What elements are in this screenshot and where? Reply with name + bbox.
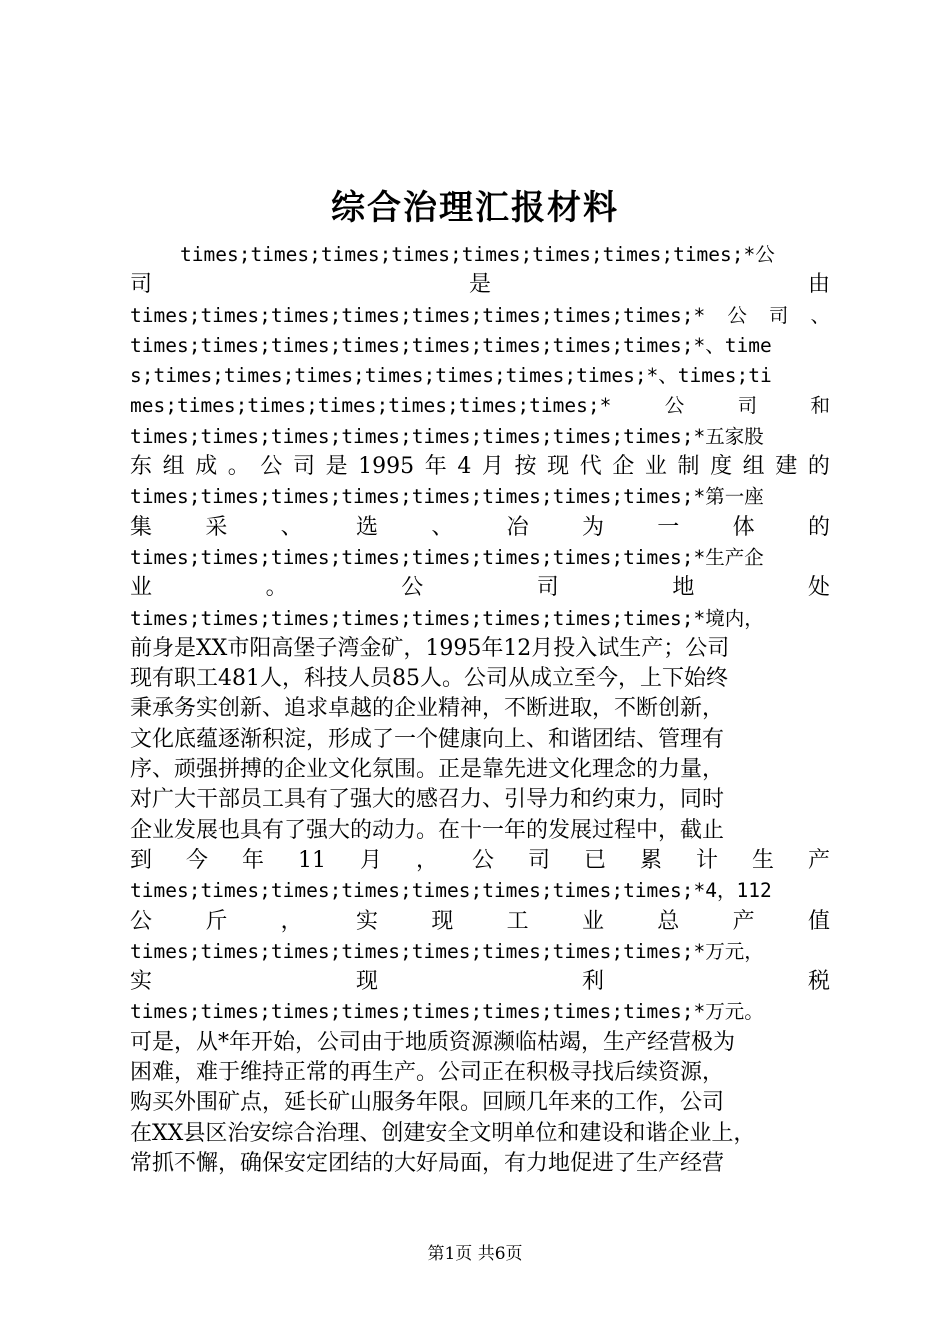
document-body	[130, 240, 830, 1179]
text-segment: 实	[130, 969, 153, 995]
text-line	[130, 997, 830, 1027]
text-segment: 在XX县区治安综合治理、创建安全文明单位和建设和谐企业上，	[130, 1120, 756, 1146]
text-line	[130, 391, 830, 421]
text-segment: 是	[468, 272, 491, 298]
text-segment: 4	[457, 454, 472, 480]
text-segment: 司	[768, 303, 789, 327]
text-segment: 累	[639, 847, 662, 873]
text-segment: 现	[547, 454, 570, 480]
text-segment: 已	[583, 847, 606, 873]
text-line	[130, 1119, 830, 1149]
text-segment: 司	[292, 454, 315, 480]
text-line	[130, 513, 830, 543]
text-segment: 。	[265, 575, 288, 601]
text-line	[130, 270, 830, 300]
text-line	[130, 301, 830, 331]
text-segment: 产	[807, 847, 830, 873]
text-line	[130, 543, 830, 573]
text-segment: 按	[514, 454, 537, 480]
text-segment: 。	[227, 454, 250, 480]
text-segment: 斤	[205, 908, 228, 934]
text-segment: 利	[581, 969, 604, 995]
text-segment: 前身是XX市阳高堡子湾金矿，1995年12月投入试生产；公司	[130, 635, 730, 661]
text-segment: 的	[807, 514, 830, 540]
text-segment: 成	[195, 454, 218, 480]
text-segment: 秉承务实创新、追求卓越的企业精神，不断进取，不断创新，	[130, 696, 725, 722]
text-segment: 和	[810, 394, 830, 418]
text-segment: 度	[710, 454, 733, 480]
text-segment: times;times;times;times;times;times;times;times;*公	[180, 243, 775, 266]
text-line	[130, 846, 830, 876]
text-segment: 序、顽强拼搏的企业文化氛围。正是靠先进文化理念的力量，	[130, 757, 725, 783]
text-line	[130, 452, 830, 482]
text-segment: 、	[431, 514, 454, 540]
text-segment: times;times;times;times;times;times;times;times;*	[130, 303, 706, 327]
text-segment: 产	[732, 908, 755, 934]
text-segment: 是	[325, 454, 348, 480]
text-segment: ，	[280, 908, 303, 934]
text-segment: 公	[130, 908, 153, 934]
text-line	[130, 967, 830, 997]
text-segment: 现有职工481人，科技人员85人。公司从成立至今，上下始终	[130, 666, 728, 692]
text-segment: 可是，从*年开始，公司由于地质资源濒临枯竭，生产经营极为	[130, 1029, 736, 1055]
text-line	[130, 694, 830, 724]
text-segment: times;times;times;times;times;times;times;times;*万元，	[130, 939, 764, 963]
text-line	[130, 482, 830, 512]
text-segment: 、	[810, 303, 830, 327]
text-segment: 购买外围矿点，延长矿山服务年限。回顾几年来的工作，公司	[130, 1090, 725, 1116]
text-segment: 为	[581, 514, 604, 540]
text-segment: 公	[260, 454, 283, 480]
text-segment: 值	[807, 908, 830, 934]
text-segment: 建	[775, 454, 798, 480]
text-line	[130, 634, 830, 664]
text-segment: 代	[579, 454, 602, 480]
text-line	[130, 573, 830, 603]
text-line	[130, 725, 830, 755]
text-segment: 业	[130, 575, 153, 601]
text-segment: s;times;times;times;times;times;times;times;*、times;ti	[130, 364, 772, 388]
text-segment: 体	[732, 514, 755, 540]
text-line	[130, 1149, 830, 1179]
text-segment: 困难，难于维持正常的再生产。公司正在积极寻找后续资源，	[130, 1060, 725, 1086]
text-segment: 企业发展也具有了强大的动力。在十一年的发展过程中，截止	[130, 817, 725, 843]
text-line	[130, 876, 830, 906]
text-segment: 月	[359, 847, 382, 873]
text-segment: times;times;times;times;times;times;times;times;*万元。	[130, 1000, 764, 1024]
text-segment: times;times;times;times;times;times;times;times;*境内，	[130, 606, 764, 630]
text-segment: 工	[506, 908, 529, 934]
text-segment: 年	[424, 454, 447, 480]
text-segment: 实	[355, 908, 378, 934]
text-segment: 现	[355, 969, 378, 995]
text-line	[130, 664, 830, 694]
text-segment: 公	[401, 575, 424, 601]
text-line	[130, 1028, 830, 1058]
text-segment: times;times;times;times;times;times;times;times;*第一座	[130, 485, 764, 509]
text-line	[130, 240, 830, 270]
text-segment: 公	[664, 394, 685, 418]
text-segment: 、	[280, 514, 303, 540]
text-segment: 司	[130, 272, 153, 298]
text-segment: ，	[415, 847, 438, 873]
text-segment: 司	[527, 847, 550, 873]
text-segment: 组	[742, 454, 765, 480]
text-segment: times;times;times;times;times;times;times;times;*五家股	[130, 424, 764, 448]
text-segment: 东	[130, 454, 153, 480]
text-segment: 由	[807, 272, 830, 298]
text-segment: 税	[807, 969, 830, 995]
text-segment: 现	[431, 908, 454, 934]
text-segment: 11	[298, 847, 326, 873]
text-line	[130, 361, 830, 391]
text-segment: 总	[657, 908, 680, 934]
text-segment: 一	[657, 514, 680, 540]
text-segment: 今	[186, 847, 209, 873]
text-segment: times;times;times;times;times;times;times;times;*4，112	[130, 879, 772, 903]
text-segment: 生	[751, 847, 774, 873]
text-segment: 采	[205, 514, 228, 540]
text-segment: 计	[695, 847, 718, 873]
text-segment: 年	[242, 847, 265, 873]
page-footer: 第1页 共6页	[427, 1244, 523, 1264]
text-segment: 的	[807, 454, 830, 480]
text-segment: 处	[807, 575, 830, 601]
text-line	[130, 755, 830, 785]
text-segment: 业	[581, 908, 604, 934]
text-segment: 月	[481, 454, 504, 480]
text-segment: 1995	[358, 454, 415, 480]
text-segment: 地	[672, 575, 695, 601]
text-segment: 业	[644, 454, 667, 480]
text-line	[130, 816, 830, 846]
text-line	[130, 1088, 830, 1118]
document-title: 综合治理汇报材料	[331, 188, 619, 228]
text-line	[130, 1058, 830, 1088]
text-segment: 司	[737, 394, 758, 418]
text-segment: 组	[162, 454, 185, 480]
text-segment: 司	[536, 575, 559, 601]
text-line	[130, 937, 830, 967]
text-segment: 集	[130, 514, 153, 540]
text-line	[130, 785, 830, 815]
text-segment: 选	[355, 514, 378, 540]
text-segment: 对广大干部员工具有了强大的感召力、引导力和约束力，同时	[130, 787, 725, 813]
text-segment: 文化底蕴逐渐积淀，形成了一个健康向上、和谐团结、管理有	[130, 726, 725, 752]
text-segment: 制	[677, 454, 700, 480]
text-segment: mes;times;times;times;times;times;times;*	[130, 394, 612, 418]
text-segment: times;times;times;times;times;times;times;times;*、time	[130, 333, 772, 357]
text-segment: 企	[612, 454, 635, 480]
text-line	[130, 331, 830, 361]
text-segment: 公	[471, 847, 494, 873]
text-segment: times;times;times;times;times;times;times;times;*生产企	[130, 545, 764, 569]
text-line	[130, 907, 830, 937]
text-line	[130, 422, 830, 452]
text-segment: 冶	[506, 514, 529, 540]
text-segment: 公	[727, 303, 747, 327]
text-segment: 到	[130, 847, 153, 873]
text-segment: 常抓不懈，确保安定团结的大好局面，有力地促进了生产经营	[130, 1150, 725, 1176]
text-line	[130, 604, 830, 634]
